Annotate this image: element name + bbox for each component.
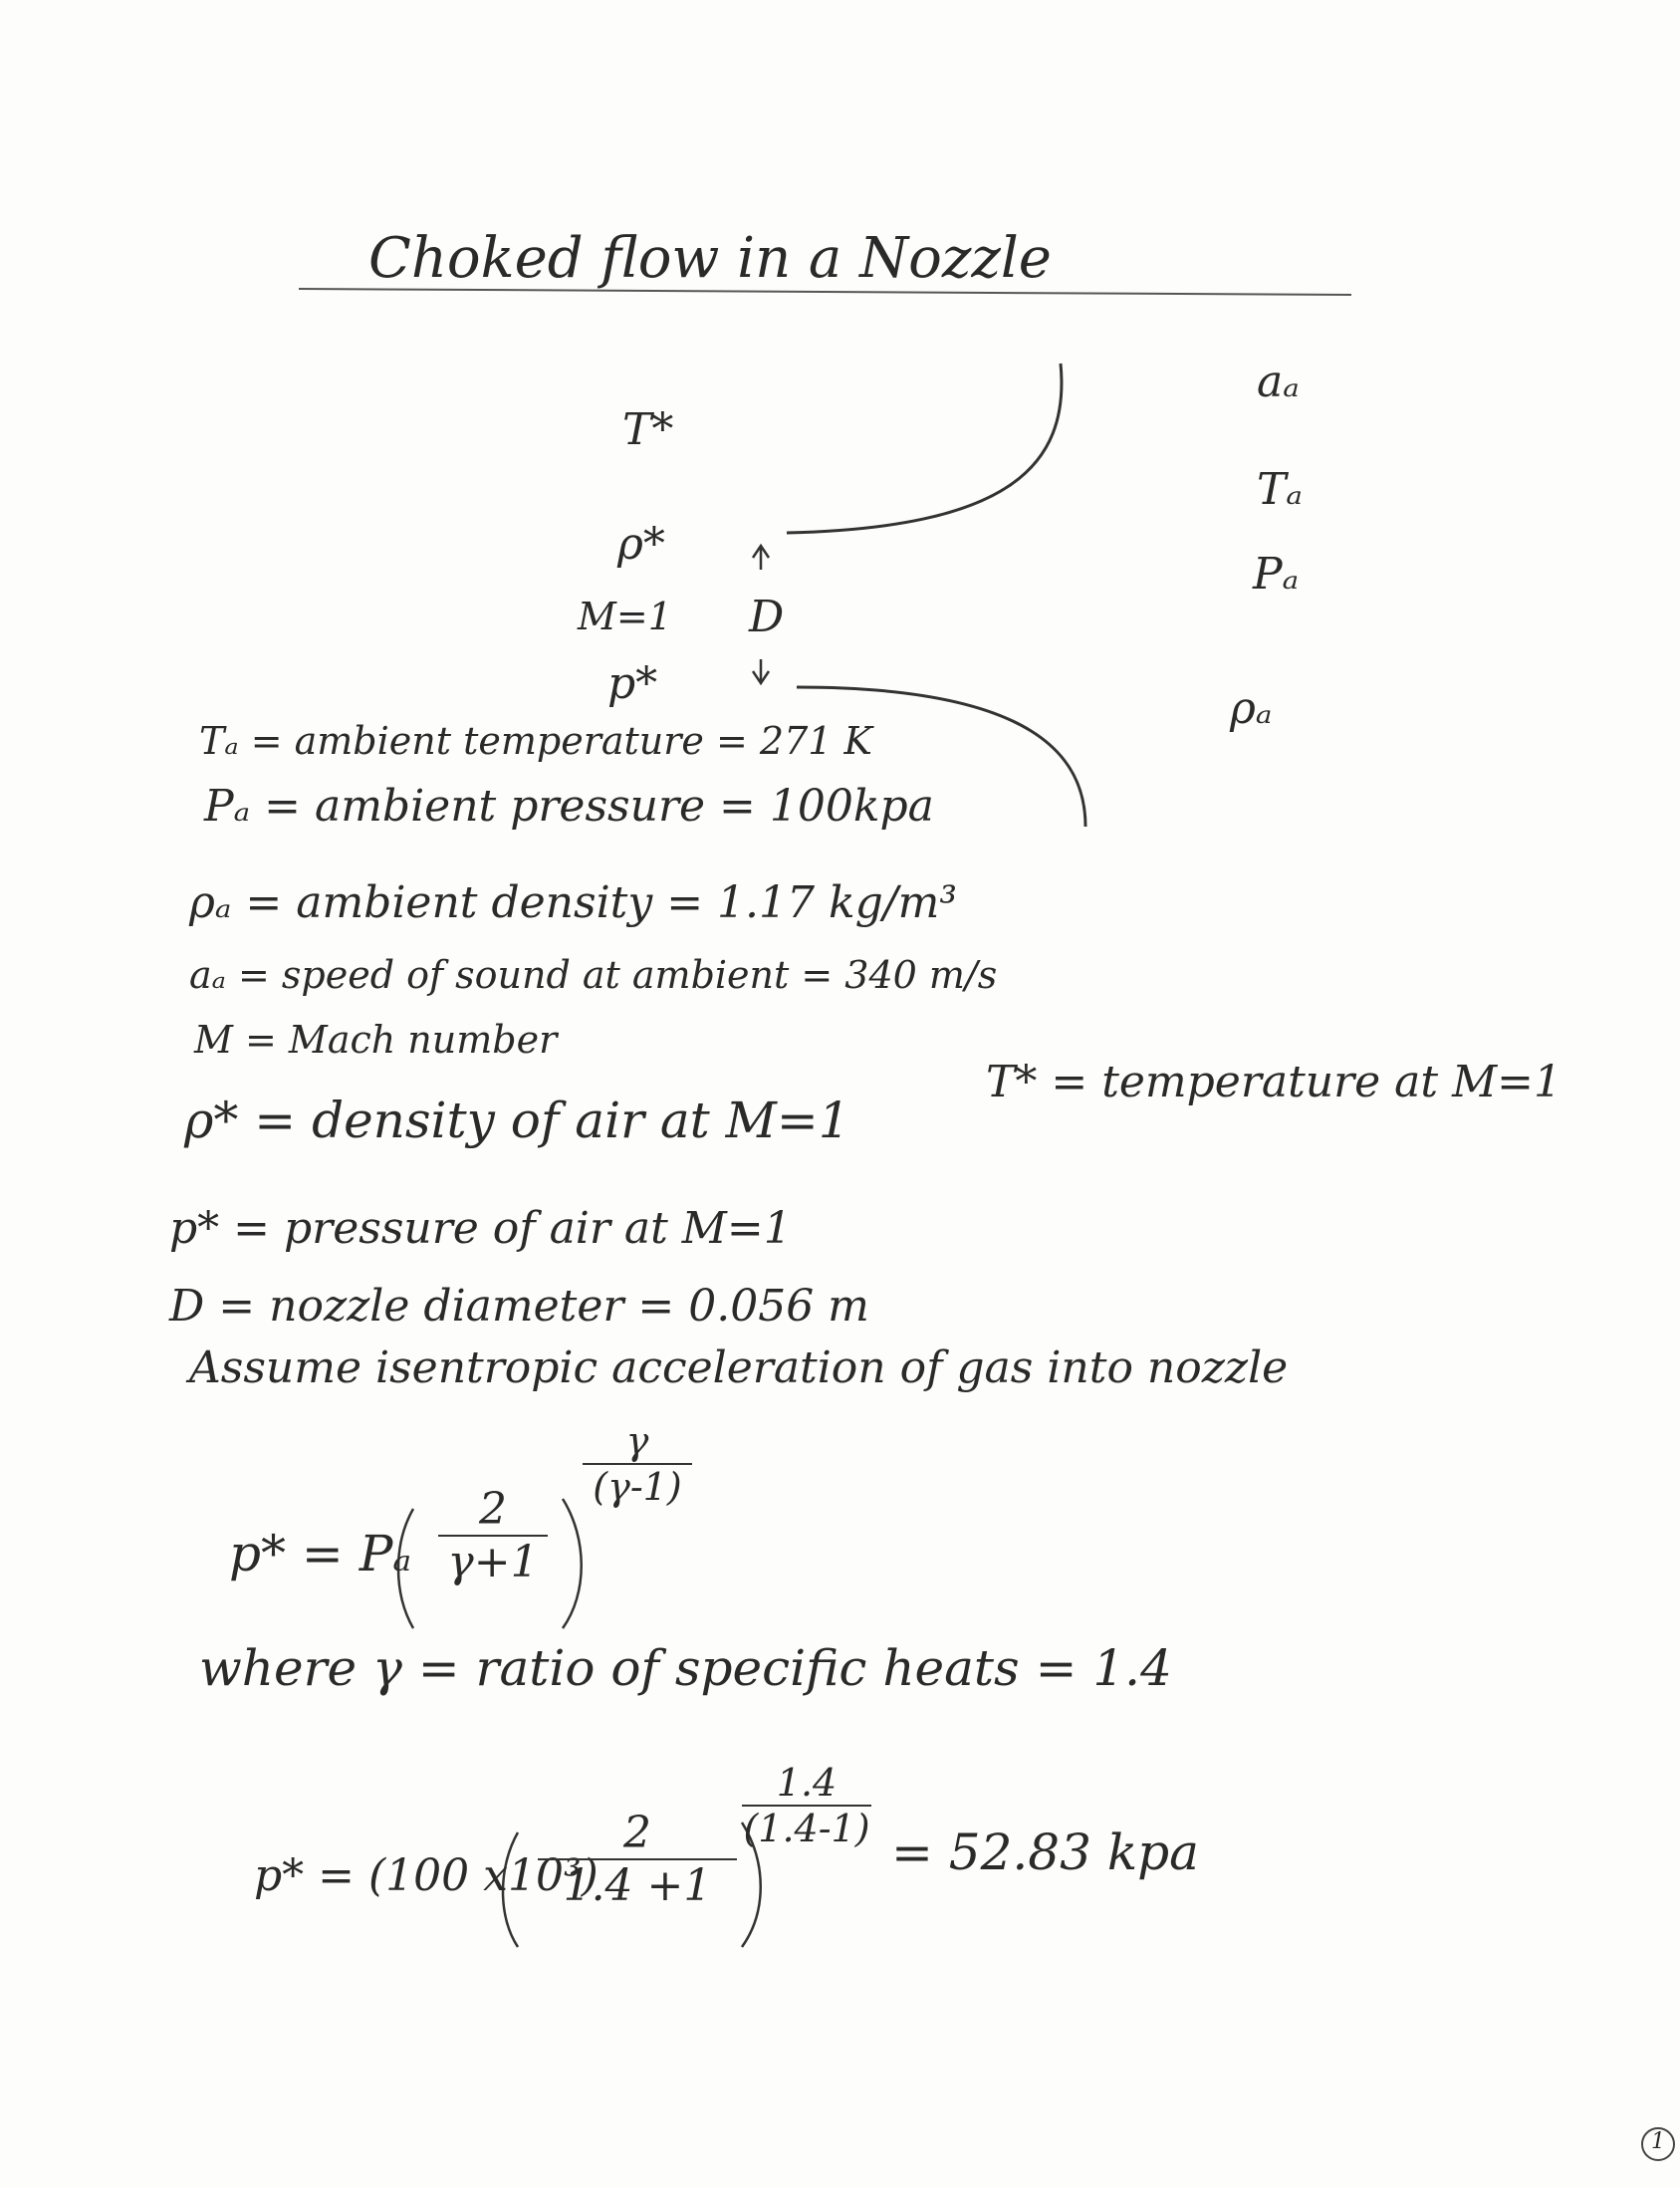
equation2-lhs: p* = (100 x10³): [254, 1850, 599, 1901]
nozzle-upper-wall: [787, 364, 1062, 533]
equation1-numerator: 2: [479, 1484, 507, 1535]
diameter-label: D: [749, 592, 785, 642]
equation1-denominator: γ+1: [447, 1537, 539, 1587]
gamma-definition: where γ = ratio of specific heats = 1.4: [199, 1639, 1172, 1697]
definition-ambient-density: ρₐ = ambient density = 1.17 kg/m³: [189, 877, 958, 928]
rho-star-label: ρ*: [617, 519, 665, 570]
t-star-label: T*: [622, 404, 674, 455]
definition-ambient-temperature: Tₐ = ambient temperature = 271 K: [199, 719, 872, 763]
definition-ambient-pressure: Pₐ = ambient pressure = 100kpa: [204, 781, 934, 832]
ambient-pressure-label: Pₐ: [1253, 549, 1300, 600]
definition-temperature-star: T* = temperature at M=1: [986, 1057, 1561, 1107]
definition-nozzle-diameter: D = nozzle diameter = 0.056 m: [169, 1281, 869, 1332]
ambient-temperature-label: Tₐ: [1257, 464, 1303, 515]
definition-density-star: ρ* = density of air at M=1: [184, 1092, 850, 1149]
page-number: 1: [1651, 2129, 1665, 2154]
equation2-numerator: 2: [623, 1808, 651, 1858]
equation2-result: = 52.83 kpa: [891, 1823, 1199, 1881]
p-star-label: p*: [607, 658, 658, 709]
equation2-exponent: [742, 1761, 871, 1850]
page-title: Choked flow in a Nozzle: [368, 226, 1052, 291]
equation1-exponent-denominator: (γ-1): [593, 1465, 682, 1509]
equation2-denominator: 1.4 +1: [563, 1860, 712, 1911]
ambient-density-label: ρₐ: [1230, 683, 1273, 734]
definition-pressure-star: p* = pressure of air at M=1: [169, 1203, 792, 1254]
equation2-exponent-numerator: 1.4: [776, 1761, 838, 1805]
mach-label: M=1: [578, 595, 672, 638]
equation2-exponent-denominator: (1.4-1): [743, 1807, 870, 1850]
equation1-fraction: [438, 1484, 548, 1587]
definition-speed-of-sound: aₐ = speed of sound at ambient = 340 m/s: [189, 953, 998, 997]
equation2-fraction: [538, 1808, 737, 1911]
diameter-arrow-up: [753, 546, 769, 570]
equation1-lhs: p* = Pₐ: [229, 1525, 412, 1582]
diameter-arrow-down: [753, 659, 769, 683]
equation1-exponent-numerator: γ: [625, 1419, 649, 1463]
speed-of-sound-label: aₐ: [1257, 357, 1300, 407]
definition-mach-number: M = Mach number: [194, 1018, 558, 1062]
equation1-exponent: [583, 1419, 692, 1509]
assumption-text: Assume isentropic acceleration of gas into nozzle: [189, 1342, 1289, 1393]
eq1-right-paren: [563, 1499, 582, 1628]
